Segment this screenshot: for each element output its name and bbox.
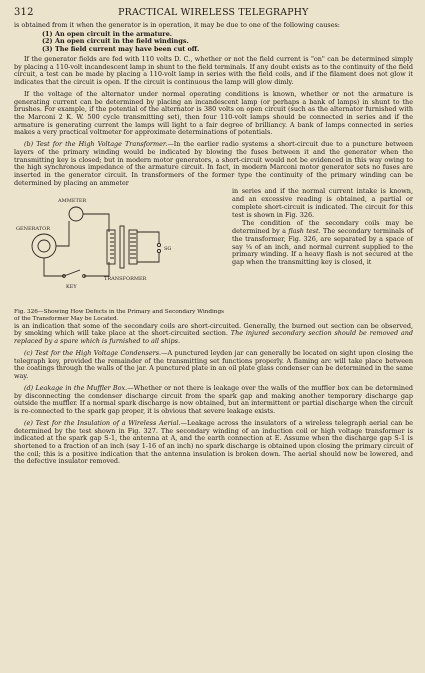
section-e-paragraph: (e) Test for the Insulation of a Wireless Aerial.—Leakage across the insulators of a wireless telegraph aerial can be determined by the test shown in Fig. 327. The secondary winding of an induction coil or high voltage transformer is indicated at the spark gap S-1, the antenna at A, and the earth connection at E. Assume when the discharge gap S-1 is shortened to a fraction of an inch (say 1-16 of an inch) no spark discharge is obtained upon closing the primary circuit of the coil; this is a positive indication that the antenna insulation is broken down. The aerial should now be lowered, and the defective insulator removed. (14, 418, 413, 466)
list-item: (3) The field current may have been cut off. (42, 45, 200, 54)
field-test-paragraph: If the generator fields are fed with 110 volts D. C., whether or not the field current is "on" can be determined simply by placing a 110-volt incandescent lamp in shunt to the field terminals. If any doubt exists as to the continuity of the field circuit, a test can be made by placing a 110-volt lamp in series with the field coils, and if the filament does not glow it indicates that the circuit is open. If the circuit is continuous the lamp will glow dimly. (14, 54, 413, 86)
ammeter-symbol (69, 207, 83, 221)
key-label: KEY (66, 284, 77, 291)
figure-caption: Fig. 326—Showing How Defects in the Primary and Secondary Windings of the Transformer May be Located. (14, 309, 225, 323)
ammeter-label: AMMETER (58, 198, 87, 205)
intro-paragraph: is obtained from it when the generator is in operation, it may be due to one of the following causes: (14, 21, 340, 29)
generator-symbol (32, 234, 56, 258)
transformer-primary (107, 230, 115, 264)
figure-326 (14, 188, 226, 322)
secondary-coils-paragraph: is an indication that some of the secondary coils are short-circuited. Generally, the burned out section can be observed, by smoking which will take place at the short-circuited section. The injured secondary section should be removed and replaced by a spare which is furnished to all ships. (14, 321, 414, 346)
list-item: (2) An open circuit in the field windings. (42, 37, 189, 46)
causes-list (14, 31, 413, 54)
page-number: 312 (14, 7, 34, 18)
list-item: (1) An open circuit in the armature. (42, 29, 173, 38)
section-b-continuation: in series and if the normal current intake is known, and an excessive reading is obtained, a partial or complete short-circuit is indicated. The circuit for this test is shown in Fig. 326. (232, 187, 413, 219)
generator-label: GENERATOR (16, 226, 50, 233)
section-b-paragraph: (b) Test for the High Voltage Transformer.—In the earlier radio systems a short-circuit due to a puncture between layers of the primary winding would be indicated by blowing the fuses between it and the generator when the transmitting key is closed; but in modern motor generators, a short-circuit would not be evidenced in this way owing to the high synchronous impedance of the armature circuit. In fact, in modern Marconi motor generator sets no fuses are inserted in the generator circuit. In transformers of the former type the continuity of the primary winding can be determined by placing an ammeter (14, 140, 413, 187)
key-symbol (64, 270, 80, 276)
voltage-paragraph: If the voltage of the alternator under normal operating conditions is known, whether or not the armature is generating current can be determined by placing an incandescent lamp (or perhaps a bank of lamps) in shunt to the brushes. For example, if the potential of the alternator is 380 volts on open circuit (such as the alternator furnished with the Marconi 2 K. W. 500 cycle transmitting set), then four 110-volt lamps should be connected in series and if the armature is generating current the lamps will light to a fair degree of brilliancy. A bank of lamps connected in series makes a very practical voltmeter for approximate determinations of potentials. (14, 89, 413, 137)
section-e-title: Test for the Insulation of a Wireless Aerial. (35, 418, 181, 427)
wrapped-text-column (232, 188, 413, 322)
section-d-title: Leakage in the Muffler Box. (35, 383, 128, 392)
page-header (14, 7, 413, 18)
flash-test-paragraph: The condition of the secondary coils may be determined by a flash test. The secondary terminals of the transformer, Fig. 326, are separated by a space of say ¼ of an inch, and normal current supplied to the primary winding. If a heavy flash is not secured at the gap when the transmitting key is closed, it (232, 219, 413, 266)
section-c-paragraph: (c) Test for the High Voltage Condensers.—A punctured leyden jar can generally be located on sight upon closing the telegraph key, provided the remainder of the transmitting set functions properly. A flaming arc will take place between the coatings through the walls of the jar. A punctured plate in an oil plate glass condenser can be determined in the same way. (14, 348, 414, 381)
circuit-diagram (14, 188, 226, 308)
figure-with-text (14, 188, 413, 322)
section-b-title: Test for the High Voltage Transformer. (36, 140, 168, 149)
transformer-label: TRANSFORMER (104, 276, 147, 283)
section-c-title: Test for the High Voltage Condensers. (35, 348, 162, 357)
sg-label: SG (164, 246, 172, 253)
transformer-secondary (129, 230, 137, 264)
section-d-paragraph: (d) Leakage in the Muffler Box.—Whether or not there is leakage over the walls of the muffler box can be determined by disconnecting the condenser discharge circuit from the spark gap and making another temporary discharge gap outside the muffler. If a normal spark discharge is now obtained, but an intermittent or partial discharge when the circuit is re-connected to the spark gap proper, it is obvious that severe leakage exists. (14, 383, 414, 416)
running-title: PRACTICAL WIRELESS TELEGRAPHY (118, 7, 309, 18)
